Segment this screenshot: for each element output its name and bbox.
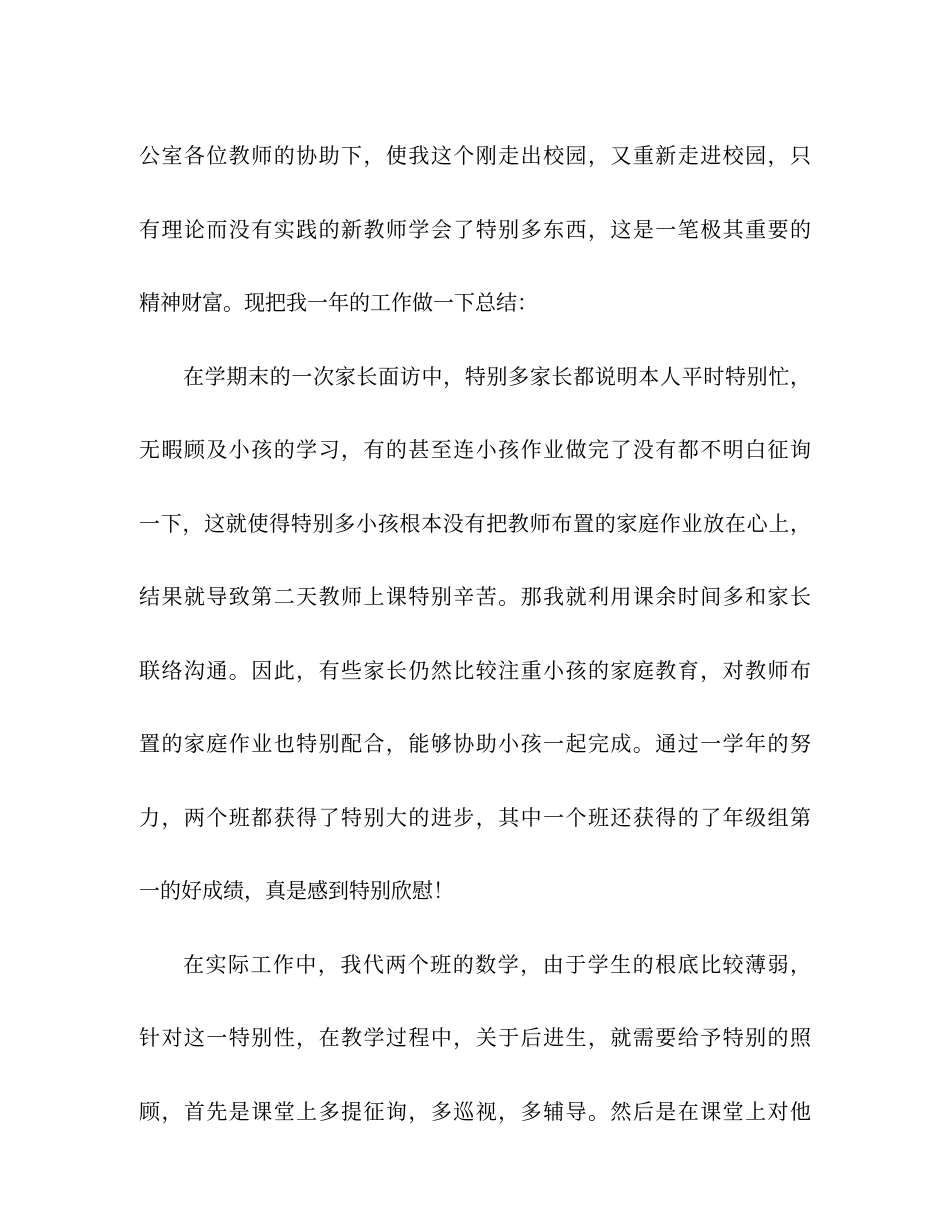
text-line-3: 精神财富。现把我一年的工作做一下总结： [139,291,538,315]
text-line-2: 有理论而没有实践的新教师学会了特别多东西，这是一笔极其重要的 [139,217,811,242]
text-line-8: 联络沟通。因此，有些家长仍然比较注重小孩的家庭教育，对教师布 [139,658,811,683]
text-line-6: 一下，这就使得特别多小孩根本没有把教师布置的家庭作业放在心上， [139,511,811,536]
text-line-11: 一的好成绩，真是感到特别欣慰！ [139,879,454,903]
text-line-9: 置的家庭作业也特别配合，能够协助小孩一起完成。通过一学年的努 [139,732,811,756]
text-line-13: 针对这一特别性，在教学过程中，关于后进生，就需要给予特别的照 [139,1026,811,1050]
text-line-1: 公室各位教师的协助下，使我这个刚走出校园，又重新走进校园，只 [139,144,811,168]
text-line-5: 无暇顾及小孩的学习，有的甚至连小孩作业做完了没有都不明白征询 [139,438,811,462]
text-line-7: 结果就导致第二天教师上课特别辛苦。那我就利用课余时间多和家长 [139,585,811,609]
text-line-4: 在学期末的一次家长面访中，特别多家长都说明本人平时特别忙， [183,364,811,389]
text-line-14: 顾，首先是课堂上多提征询，多巡视，多辅导。然后是在课堂上对他 [139,1099,811,1124]
text-line-12: 在实际工作中，我代两个班的数学，由于学生的根底比较薄弱， [183,952,811,977]
text-line-10: 力，两个班都获得了特别大的进步，其中一个班还获得的了年级组第 [139,805,811,830]
document-body [139,120,811,1149]
